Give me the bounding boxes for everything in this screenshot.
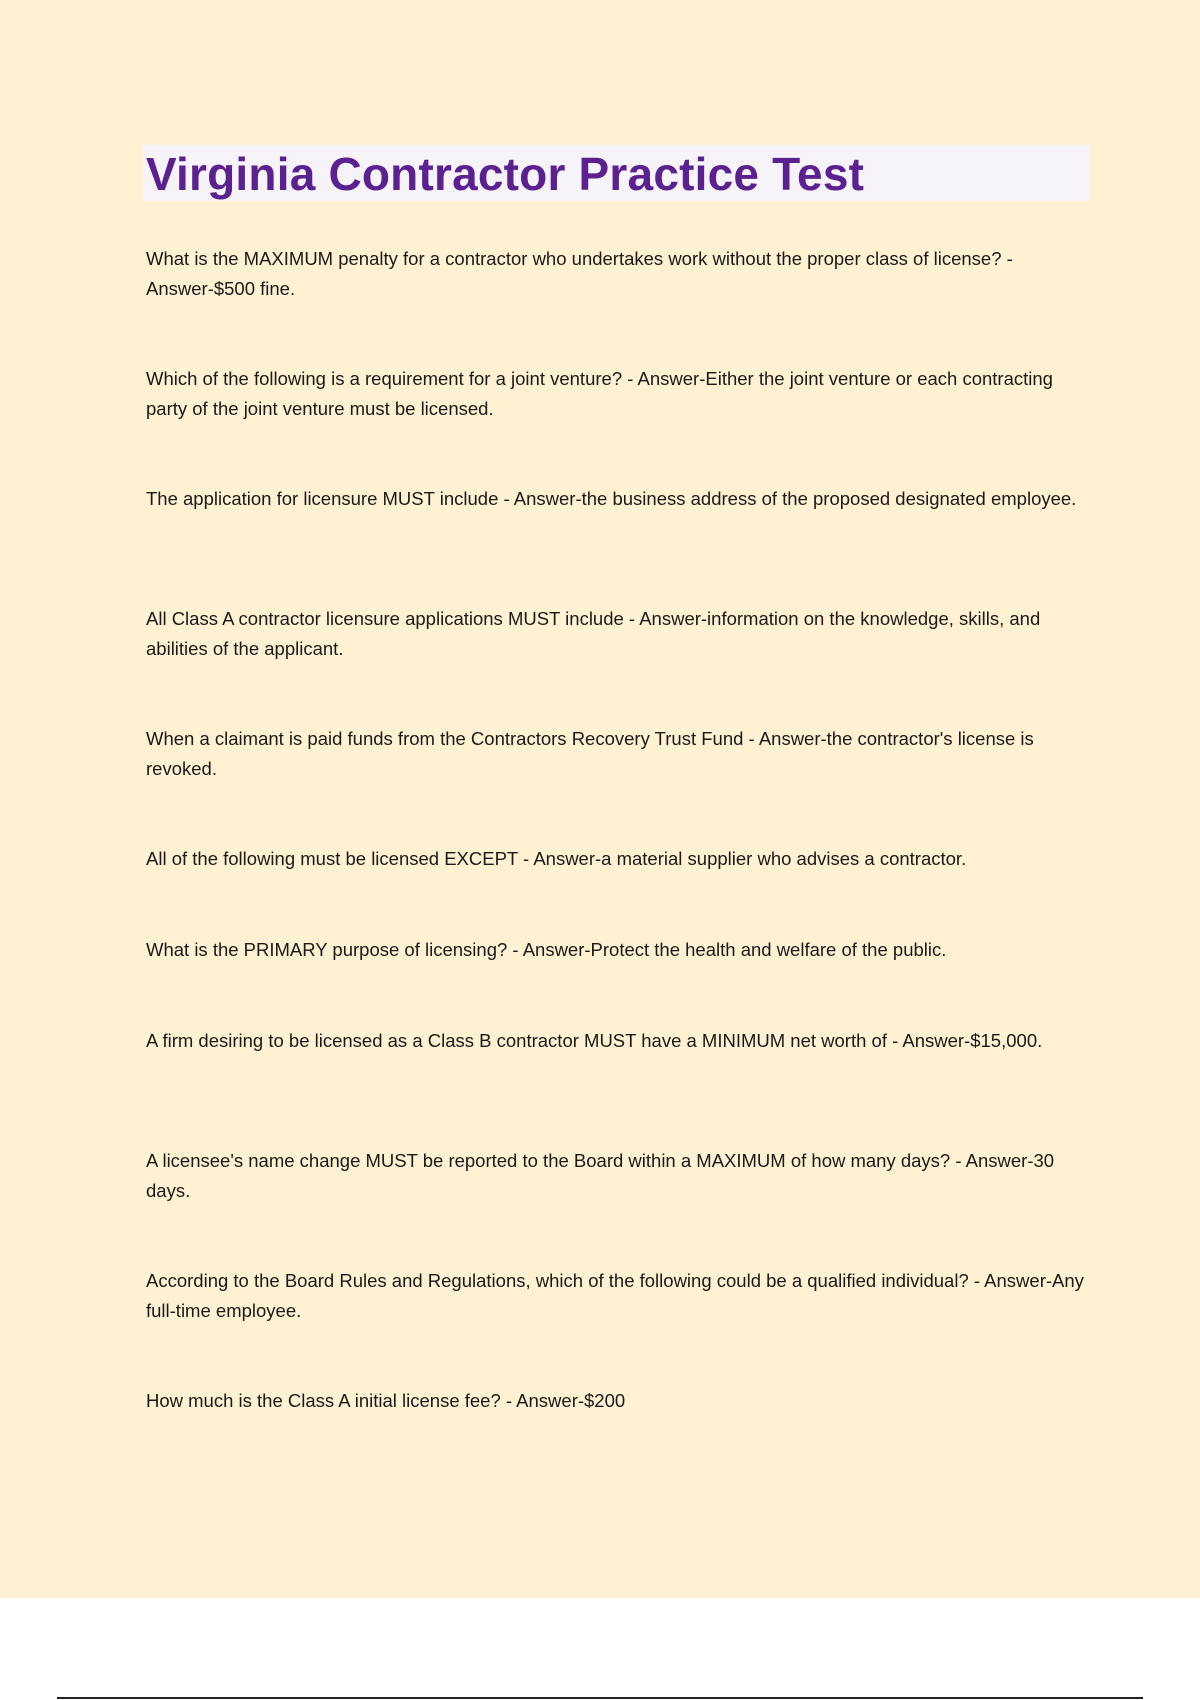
document-title: Virginia Contractor Practice Test: [146, 148, 865, 200]
question-item: A licensee's name change MUST be reported to the Board within a MAXIMUM of how many days? - Answer-30 days.: [146, 1150, 1055, 1201]
question-item: What is the PRIMARY purpose of licensing? - Answer-Protect the health and welfare of the public.: [146, 939, 947, 960]
question-item: Which of the following is a requirement for a joint venture? - Answer-Either the joint venture or each contracting party of the joint venture must be licensed.: [146, 368, 1053, 419]
question-item: The application for licensure MUST include - Answer-the business address of the proposed designated employee.: [146, 488, 1077, 509]
question-item: How much is the Class A initial license fee? - Answer-$200: [146, 1390, 626, 1411]
question-item: All Class A contractor licensure applications MUST include - Answer-information on the knowledge, skills, and abilities of the applicant.: [146, 608, 1041, 659]
question-item: What is the MAXIMUM penalty for a contractor who undertakes work without the proper class of license? - Answer-$500 fine.: [146, 248, 1013, 299]
question-list: [146, 244, 1096, 1506]
question-item: When a claimant is paid funds from the Contractors Recovery Trust Fund - Answer-the contractor's license is revoked.: [146, 728, 1034, 779]
question-item: All of the following must be licensed EXCEPT - Answer-a material supplier who advises a contractor.: [146, 848, 967, 869]
footer-divider: [57, 1697, 1143, 1699]
question-item: A firm desiring to be licensed as a Class B contractor MUST have a MINIMUM net worth of - Answer-$15,000.: [146, 1030, 1043, 1051]
question-item: According to the Board Rules and Regulations, which of the following could be a qualified individual? - Answer-Any full-time employee.: [146, 1270, 1084, 1321]
